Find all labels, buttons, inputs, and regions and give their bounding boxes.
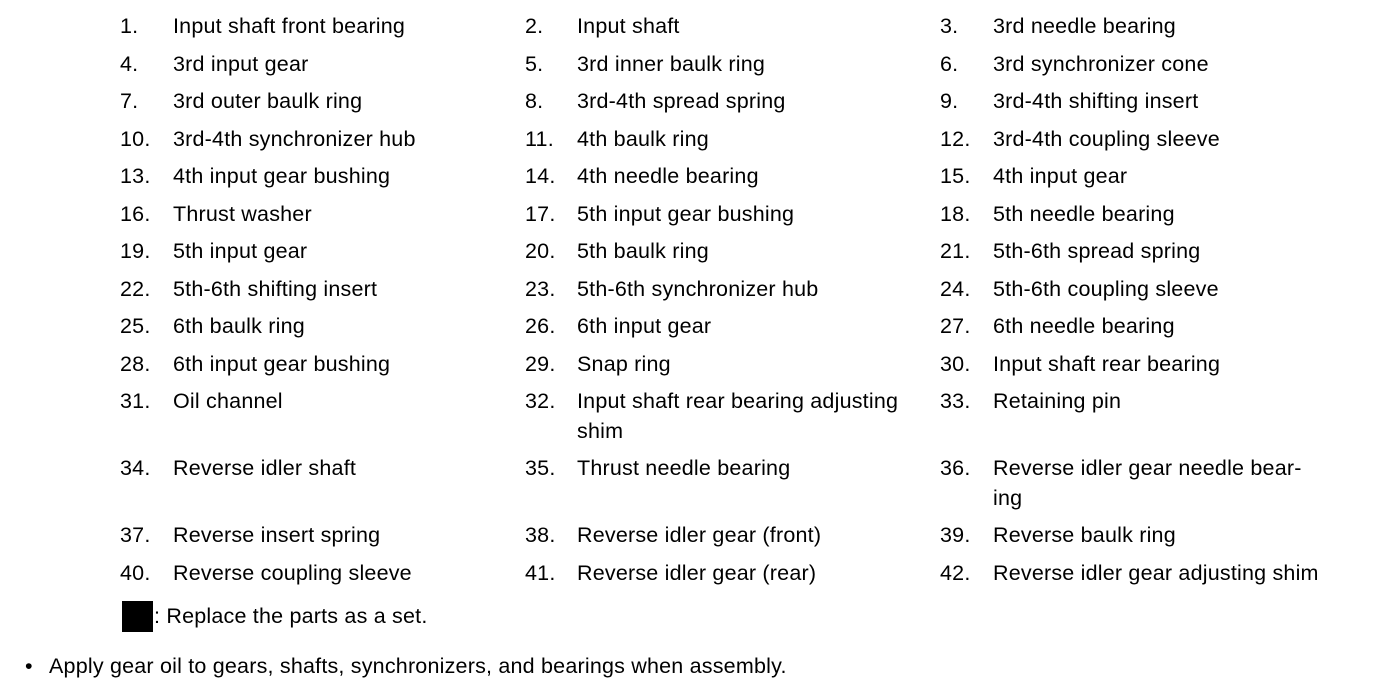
legend-text: : Replace the parts as a set. [154,604,428,628]
part-name: 4th baulk ring [577,126,709,151]
part-number: 6. [940,51,959,76]
part-number: 9. [940,89,959,113]
part-number: 10. [120,126,151,151]
part-number: 22. [120,276,151,301]
part-number: 39. [940,523,971,547]
part-number: 14. [525,164,556,188]
part-number: 19. [120,239,151,263]
part-name: 3rd input gear [173,51,309,76]
black-square-icon [122,601,153,632]
part-name: Input shaft front bearing [173,14,406,38]
part-number: 13. [120,164,151,188]
part-number: 2. [525,14,544,38]
part-number: 21. [940,239,971,263]
part-number: 34. [120,456,151,480]
part-name: 5th-6th coupling sleeve [993,276,1219,301]
part-name: 5th-6th synchronizer hub [577,276,819,301]
part-number: 18. [940,201,971,226]
parts-row [0,442,1376,509]
part-name: Reverse baulk ring [993,523,1176,547]
part-name: 3rd needle bearing [993,14,1176,38]
part-name: 3rd synchronizer cone [993,51,1209,76]
parts-row [0,225,1376,263]
part-name: 3rd inner baulk ring [577,51,766,76]
part-number: 5. [525,51,544,76]
parts-row [0,263,1376,301]
part-number: 1. [120,14,139,38]
part-number: 16. [120,201,151,226]
part-name: 4th input gear bushing [173,164,391,188]
parts-row [0,375,1376,442]
note-text: Apply gear oil to gears, shafts, synchronizers, and bearings when assembly. [49,654,787,678]
part-name: 4th needle bearing [577,164,759,188]
part-number: 36. [940,456,971,480]
part-number: 35. [525,456,556,480]
part-name: 6th needle bearing [993,314,1175,338]
part-name: 6th input gear bushing [173,351,391,376]
part-name: Reverse coupling sleeve [173,560,412,585]
part-number: 33. [940,389,971,413]
part-number: 26. [525,314,556,338]
part-name: Reverse insert spring [173,523,381,547]
part-number: 25. [120,314,151,338]
parts-row [0,547,1376,585]
part-number: 3. [940,14,959,38]
parts-row [0,113,1376,151]
parts-row [0,150,1376,188]
part-name: 4th input gear [993,164,1128,188]
part-name: 5th input gear bushing [577,201,795,226]
part-number: 12. [940,126,971,151]
part-name: 3rd-4th spread spring [577,89,786,113]
part-number: 7. [120,89,139,113]
part-number: 32. [525,389,556,413]
part-number: 20. [525,239,556,263]
part-number: 8. [525,89,544,113]
parts-row [0,300,1376,338]
part-number: 37. [120,523,151,547]
part-name: 5th needle bearing [993,201,1175,226]
part-number: 4. [120,51,139,76]
parts-row [0,509,1376,547]
parts-row [0,38,1376,76]
part-name: 5th-6th shifting insert [173,276,378,301]
part-name: 3rd outer baulk ring [173,89,363,113]
part-number: 38. [525,523,556,547]
part-name: Reverse idler shaft [173,456,357,480]
part-number: 28. [120,351,151,376]
assembly-note [25,651,787,681]
part-name: Input shaft [577,14,680,38]
part-name: 3rd-4th coupling sleeve [993,126,1220,151]
part-name: 5th input gear [173,239,308,263]
part-name: Reverse idler gear adjusting shim [993,560,1319,585]
part-number: 31. [120,389,151,413]
part-number: 17. [525,201,556,226]
part-name: 5th-6th spread spring [993,239,1201,263]
part-name: Retaining pin [993,389,1122,413]
part-number: 27. [940,314,971,338]
part-name: Reverse idler gear (rear) [577,560,817,585]
part-name: 5th baulk ring [577,239,709,263]
parts-row [0,0,1376,38]
part-number: 15. [940,164,971,188]
part-number: 42. [940,560,971,585]
part-name: Reverse idler gear (front) [577,523,822,547]
part-number: 41. [525,560,556,585]
part-name: Oil channel [173,389,283,413]
part-name: Thrust needle bearing [577,456,791,480]
part-name: Snap ring [577,351,671,376]
part-number: 29. [525,351,556,376]
part-name: Input shaft rear bearing adjusting shim [577,389,899,443]
part-name: 3rd-4th synchronizer hub [173,126,416,151]
part-name: Reverse idler gear needle bear-ing [993,456,1302,510]
part-number: 11. [525,126,554,151]
bullet-icon: • [25,654,33,678]
part-number: 40. [120,560,151,585]
parts-row [0,75,1376,113]
part-number: 23. [525,276,556,301]
part-name: Input shaft rear bearing [993,351,1221,376]
part-name: Thrust washer [173,201,312,226]
part-name: 6th input gear [577,314,712,338]
replace-set-legend [122,601,428,631]
part-number: 30. [940,351,971,376]
part-number: 24. [940,276,971,301]
parts-row [0,338,1376,376]
parts-row [0,188,1376,226]
part-name: 3rd-4th shifting insert [993,89,1199,113]
part-name: 6th baulk ring [173,314,305,338]
